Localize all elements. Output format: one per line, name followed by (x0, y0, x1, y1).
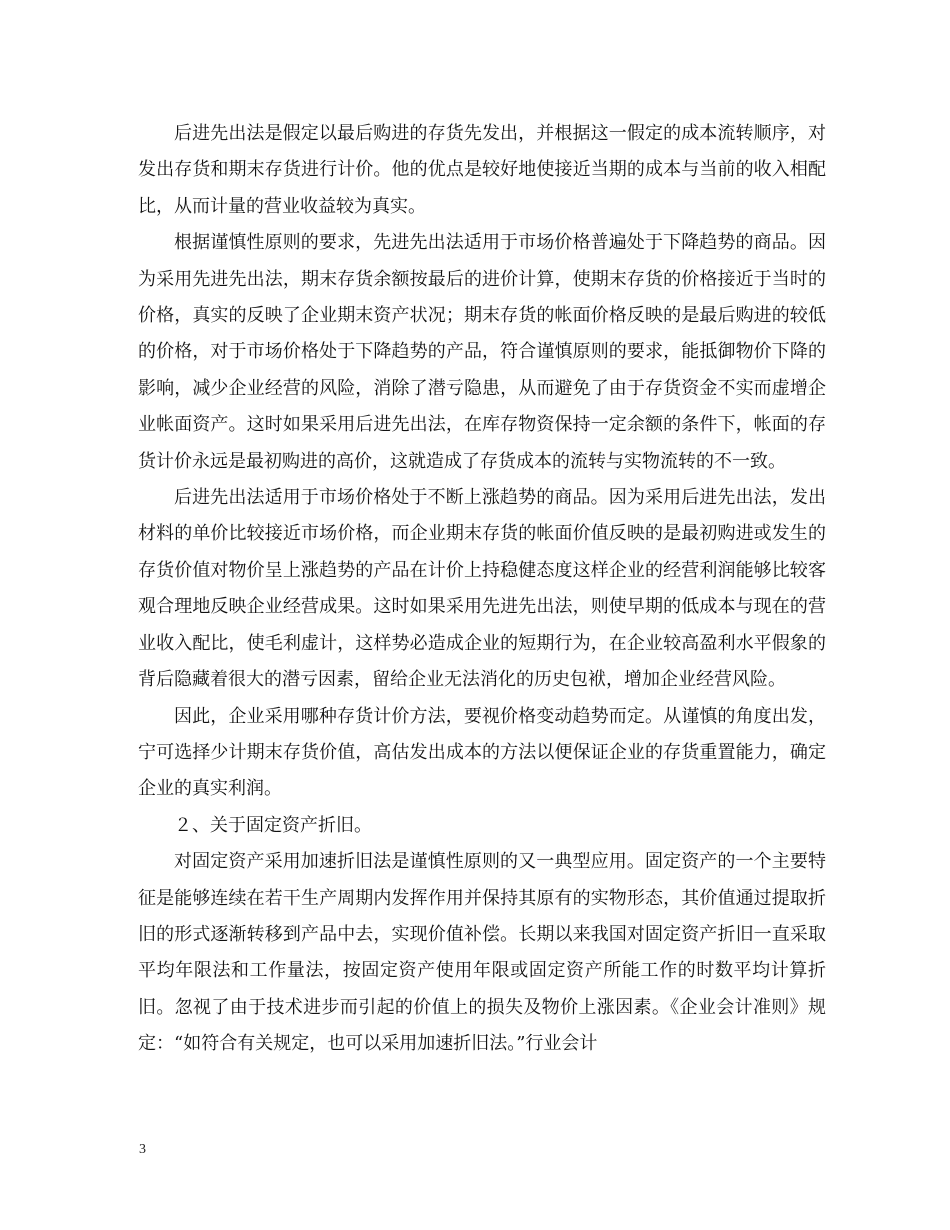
paragraph-lifo-definition: 后进先出法是假定以最后购进的存货先发出，并根据这一假定的成本流转顺序，对发出存货和期末存货进行计价。他的优点是较好地使接近当期的成本与当前的收入相配比，从而计量的营业收益较为真实。 (138, 123, 826, 217)
paragraph-accelerated-depreciation: 对固定资产采用加速折旧法是谨慎性原则的又一典型应用。固定资产的一个主要特征是能够连续在若干生产周期内发挥作用并保持其原有的实物形态，其价值通过提取折旧的形式逐渐转移到产品中去，实现价值补偿。长期以来我国对固定资产折旧一直采取平均年限法和工作量法，按固定资产使用年限或固定资产所能工作的时数平均计算折旧。忽视了由于技术进步而引起的价值上的损失及物价上涨因素。《企业会计准则》规定：“如符合有关规定，也可以采用加速折旧法。”行业会计 (138, 851, 826, 1055)
paragraph-fifo-prudence: 根据谨慎性原则的要求，先进先出法适用于市场价格普遍处于下降趋势的商品。因为采用先进先出法，期末存货余额按最后的进价计算，使期末存货的价格接近于当时的价格，真实的反映了企业期末资产状况；期末存货的帐面价格反映的是最后购进的较低的价格，对于市场价格处于下降趋势的产品，符合谨慎原则的要求，能抵御物价下降的影响，减少企业经营的风险，消除了潜亏隐患，从而避免了由于存货资金不实而虚增企业帐面资产。这时如果采用后进先出法，在库存物资保持一定余额的条件下，帐面的存货计价永远是最初购进的高价，这就造成了存货成本的流转与实物流转的不一致。 (138, 232, 826, 472)
page-number: 3 (139, 1142, 146, 1157)
paragraph-conclusion: 因此，企业采用哪种存货计价方法，要视价格变动趋势而定。从谨慎的角度出发，宁可选择少计期末存货价值，高估发出成本的方法以便保证企业的存货重置能力，确定企业的真实利润。 (138, 705, 826, 800)
document-body (138, 116, 826, 1063)
paragraph-lifo-rising-prices: 后进先出法适用于市场价格处于不断上涨趋势的商品。因为采用后进先出法，发出材料的单价比较接近市场价格，而企业期末存货的帐面价值反映的是最初购进或发生的存货价值对物价呈上涨趋势的产品在计价上持稳健态度这样企业的经营利润能够比较客观合理地反映企业经营成果。这时如果采用先进先出法，则使早期的低成本与现在的营业收入配比，使毛利虚计，这样势必造成企业的短期行为，在企业较高盈利水平假象的背后隐藏着很大的潜亏因素，留给企业无法消化的历史包袱，增加企业经营风险。 (138, 487, 826, 691)
section-heading-depreciation: ２、关于固定资产折旧。 (174, 814, 372, 836)
